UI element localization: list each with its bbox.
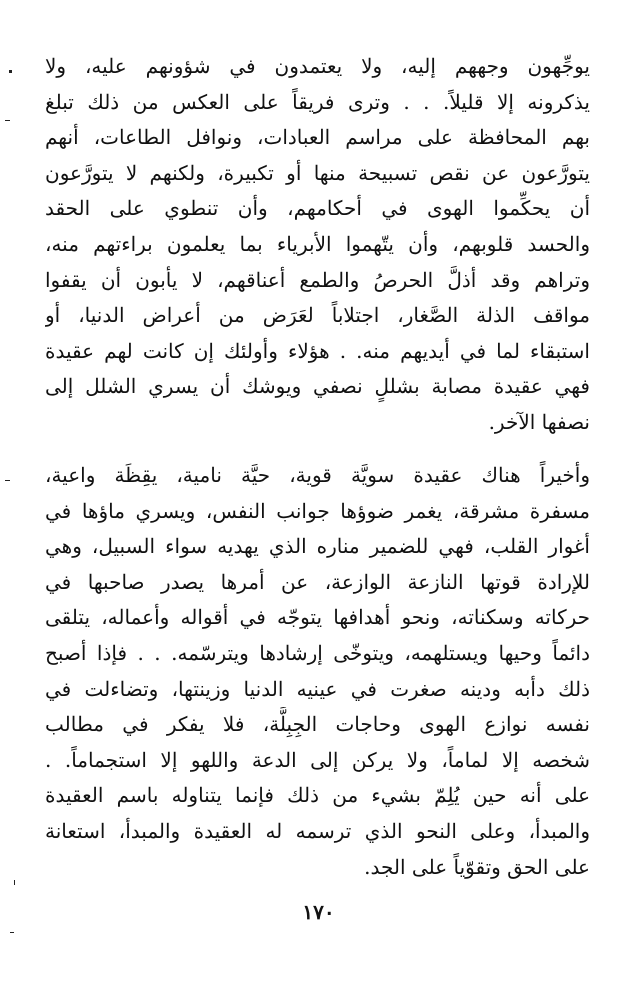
text-line: والحسد قلوبهم، وأن يتّهموا الأبرياء بما يعلمون براءتهم منه،: [45, 231, 590, 256]
text-line: استبقاء لما في أيديهم منه. . هؤلاء وأولئك إن كانت لهم عقيدة: [45, 338, 590, 363]
text-line: على أنه حين يُلِمّ بشيء من ذلك فإنما يتناوله باسم العقيدة: [45, 783, 590, 808]
text-line: دائماً وحيها ويستلهمه، ويتوخّى إرشادها ويترسّمه. . . فإذا أصبح: [45, 640, 590, 665]
text-line: ذلك دأبه ودينه صغرت في عينيه الدنيا وزينتها، وتضاءلت في: [45, 676, 590, 701]
margin-tick: [10, 932, 14, 933]
text-line: مواقف الذلة الصَّغار، اجتلاباً لعَرَض من أعراض الدنيا، أو: [45, 303, 590, 328]
text-line: للإرادة قوتها النازعة الوازعة، عن أمرها يصدر صاحبها في: [45, 569, 590, 594]
margin-tick: [5, 480, 10, 481]
text-line: على الحق وتقوّياً على الجد.: [364, 854, 590, 879]
text-line: أن يحكِّموا الهوى في أحكامهم، وأن تنطوي على الحقد: [45, 196, 590, 221]
text-line: بهم المحافظة على مراسم العبادات، ونوافل الطاعات، أنهم: [45, 125, 590, 150]
text-line: وأخيراً هناك عقيدة سويَّة قوية، حيَّة نامية، يقِظَة واعية،: [45, 463, 590, 487]
text-line: نفسه نوازع الهوى وحاجات الجِبِلَّة، فلا يفكر في مطالب: [45, 712, 590, 737]
margin-tick: [5, 120, 10, 121]
text-line: يوجِّهون وجههم إليه، ولا يعتمدون في شؤونهم عليه، ولا: [45, 54, 590, 78]
text-line: والمبدأ، وعلى النحو الذي ترسمه له العقيدة والمبدأ، استعانة: [45, 818, 590, 843]
paragraph-1: [45, 49, 590, 441]
text-line: مسفرة مشرقة، يغمر ضوؤها جوانب النفس، ويسري ماؤها في: [45, 498, 590, 523]
text-line: فهي عقيدة مصابة بشللٍ نصفي ويوشك أن يسري الشلل إلى: [45, 374, 590, 399]
margin-dot: [9, 70, 12, 73]
margin-tick: [14, 880, 15, 885]
paragraph-2: [45, 458, 590, 885]
text-line: حركاته وسكناته، ونحو أهدافها يتوجّه في أقواله وأعماله، يتلقى: [45, 605, 590, 630]
text-line: نصفها الآخر.: [488, 409, 590, 434]
text-line: شخصه إلا لماماً، ولا يركن إلى الدعة واللهو إلا استجماماً. .: [45, 747, 590, 772]
text-line: وتراهم وقد أذلَّ الحرصُ والطمع أعناقهم، لا يأبون أن يقفوا: [45, 267, 590, 292]
text-line: يتورَّعون عن نقص تسبيحة منها أو تكبيرة، ولكنهم لا يتورَّعون: [45, 160, 590, 185]
text-line: يذكرونه إلا قليلاً. . . وترى فريقاً على العكس من ذلك تبلغ: [45, 89, 590, 114]
text-line: أغوار القلب، فهي للضمير مناره الذي يهديه سواء السبيل، وهي: [45, 534, 590, 559]
page-number: ١٧٠: [302, 900, 335, 924]
